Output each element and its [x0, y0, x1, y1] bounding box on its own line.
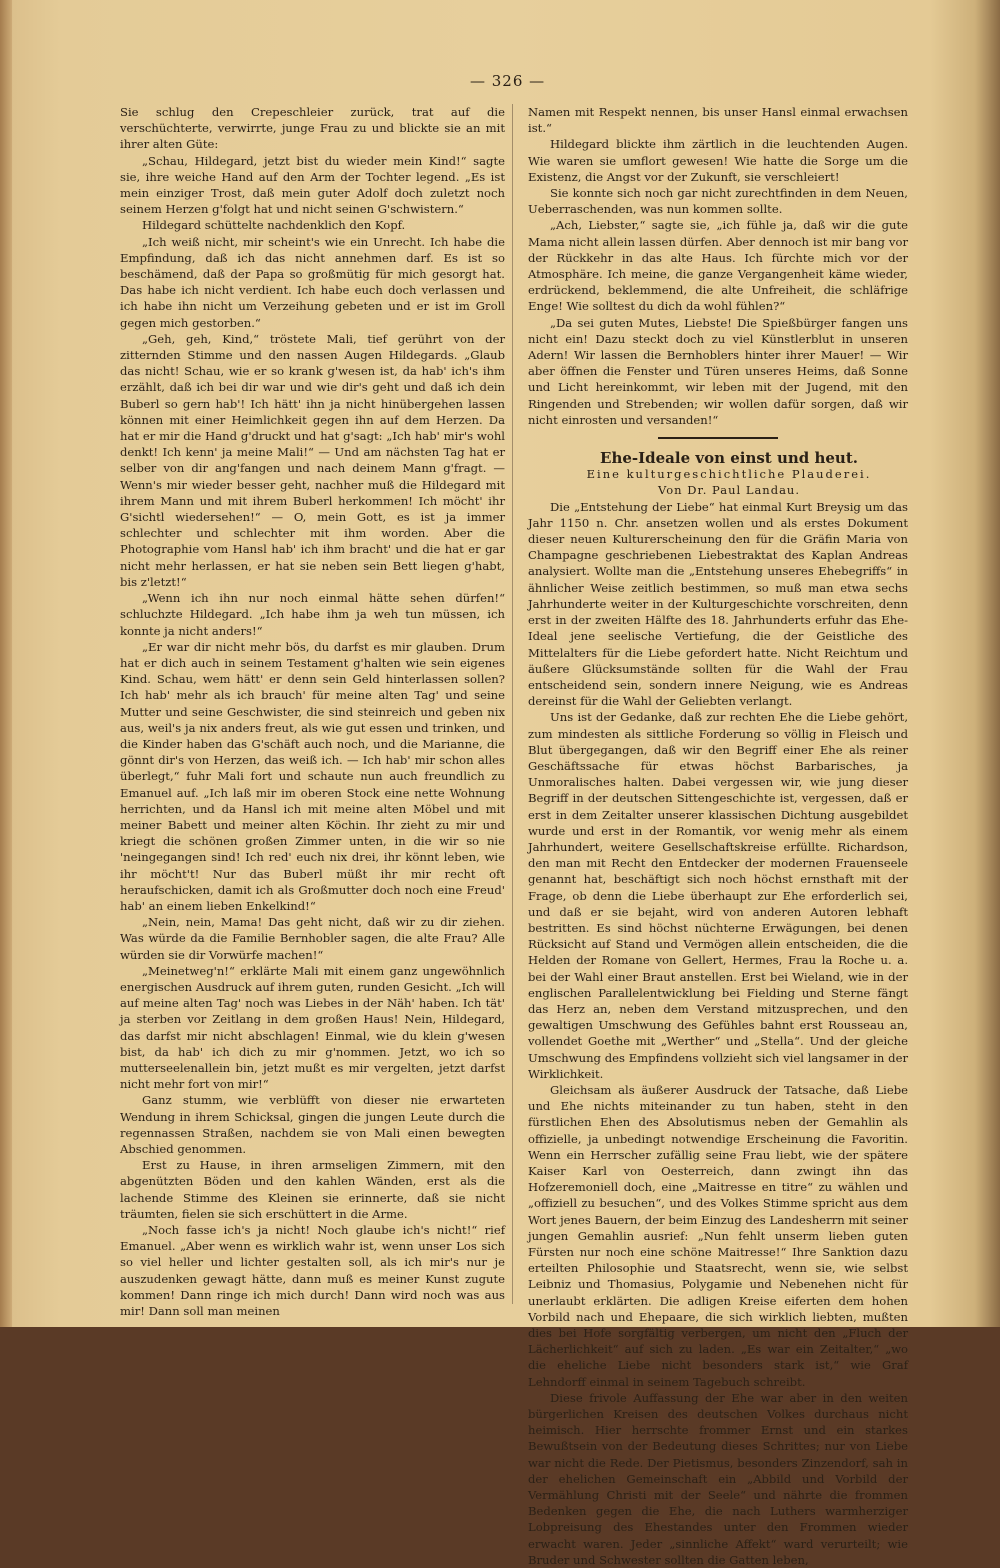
- article-title: Ehe-Ideale von einst und heut.: [600, 449, 858, 468]
- left-column: [120, 104, 505, 1319]
- article-subtitle: Eine kulturgeschichtliche Plauderei.: [586, 467, 872, 482]
- story-paragraph: Sie konnte sich noch gar nicht zurechtfinden in dem Neuen, Ueberraschenden, was nun kommen sollte.: [528, 186, 908, 217]
- column-divider: [512, 104, 513, 1304]
- story-paragraph: „Meinetweg'n!“ erklärte Mali mit einem ganz ungewöhnlich energischen Ausdruck auf ihrem guten, runden Gesicht. „Ich will auf meine alten Tag' noch was Liebes in der Näh' haben. Ich tät' ja sterben vor Zeitlang in dem großen Haus! Nein, Hildegard, das darfst mir nicht abschlagen! Einmal, wie du klein g'wesen bist, da hab' ich dich zu mir g'nommen. Jetzt, wo ich so mutterseelenallein bin, jetzt mußt es mir vergelten, jetzt darfst nicht mehr fort von mir!“: [120, 963, 505, 1092]
- story-paragraph: „Wenn ich ihn nur noch einmal hätte sehen dürfen!“ schluchzte Hildegard. „Ich habe ihm ja weh tun müssen, ich konnte ja nicht anders!“: [120, 591, 505, 638]
- story-paragraph: „Noch fasse ich's ja nicht! Noch glaube ich's nicht!“ rief Emanuel. „Aber wenn es wirklich wahr ist, wenn unser Los sich so viel heller und lichter gestalten soll, als ich mir's nur je auszudenken gewagt hätte, dann muß es meiner Kunst zugute kommen! Dann ringe ich mich durch! Dann wird noch was aus mir! Dann soll man meinen: [120, 1223, 505, 1319]
- article-paragraph: Diese frivole Auffassung der Ehe war aber in den weiten bürgerlichen Kreisen des deutschen Volkes durchaus nicht heimisch. Hier herrschte frommer Ernst und ein starkes Bewußtsein von der Bedeutung dieses Schrittes; nur von Liebe war nicht die Rede. Der Pietismus, besonders Zinzendorf, sah in der ehelichen Gemeinschaft ein „Abbild und Vorbild der Vermählung Christi mit der Seele“ und nährte die frommen Bedenken gegen die Ehe, die nach Luthers warmherziger Lobpreisung des Ehestandes unter den Frommen wieder erwacht waren. Jeder „sinnliche Affekt“ ward verurteilt; wie Bruder und Schwester sollten die Gatten leben,: [528, 1390, 908, 1567]
- page-number: — 326 —: [470, 72, 546, 90]
- article-paragraph: Gleichsam als äußerer Ausdruck der Tatsache, daß Liebe und Ehe nichts miteinander zu tun haben, steht in den fürstlichen Ehen des Absolutismus neben der Gemahlin als offizielle, ja unbedingt notwendige Erscheinung die Favoritin. Wenn ein Herrscher zufällig seine Frau liebt, wie der spätere Kaiser Karl von Oesterreich, dann zwingt ihn das Hofzeremoniell doch, eine „Maitresse en titre“ zu wählen und „offiziell zu besuchen“, und des Volkes Stimme spricht aus dem Wort jenes Bauern, der beim Einzug des Landesherrn mit seiner jungen Gemahlin ausrief: „Nun fehlt unserm lieben guten Fürsten nur noch eine schöne Maitresse!“ Ihre Sanktion dazu erteilten Philosophie und Staatsrecht, wenn sie, wie selbst Leibniz und Thomasius, Polygamie und Nebenehen nicht für unerlaubt erklärten. Die adligen Kreise eiferten dem hohen Vorbild nach und Ehepaare, die sich wirklich liebten, mußten dies bei Hofe sorgfältig verbergen, um nicht den „Fluch der Lächerlichkeit“ auf sich zu laden. „Es war ein Zeitalter,“ „wo die eheliche Liebe nicht besonders stark ist,“ wie Graf Lehndorff einmal in seinem Tagebuch schreibt.: [528, 1082, 908, 1389]
- story-paragraph: „Ach, Liebster,“ sagte sie, „ich fühle ja, daß wir die gute Mama nicht allein lassen dürfen. Aber dennoch ist mir bang vor der Rückkehr in das alte Haus. Ich fürchte mich vor der Atmosphäre. Ich meine, die ganze Vergangenheit käme wieder, erdrückend, beklemmend, die alte Unfreiheit, die schläfrige Enge! Wie solltest du dich da wohl fühlen?“: [528, 218, 908, 314]
- story-paragraph: „Er war dir nicht mehr bös, du darfst es mir glauben. Drum hat er dich auch in seinem Testament g'halten wie sein eigenes Kind. Schau, wem hätt' er denn sein Geld hinterlassen sollen? Ich hab' mehr als ich brauch' für meine alten Tag' und seine Mutter und seine Geschwister, die sind steinreich und geben nix aus, weil's ja nix anders freut, als wie gut essen und trinken, und die Kinder haben das G'schäft auch noch, und die Marianne, die gönnt dir's von Herzen, das weiß ich. — Ich hab' mir schon alles überlegt,“ fuhr Mali fort und schaute nun auch freundlich zu Emanuel auf. „Ich laß mir im oberen Stock eine nette Wohnung herrichten, und da Hansl ich mit meine alten Möbel und mit meiner Babett und meiner alten Köchin. Ihr zieht zu mir und kriegt die schönen großen Zimmer unten, in die wir so nie 'neingegangen sind! Ich red' euch nix drei, ihr könnt leben, wie ihr möcht't! Nur das Buberl müßt ihr mir recht oft heraufschicken, damit ich als Großmutter doch noch eine Freud' hab' an einem lieben Enkelkind!“: [120, 639, 505, 913]
- story-paragraph: „Ich weiß nicht, mir scheint's wie ein Unrecht. Ich habe die Empfindung, daß ich das nicht annehmen darf. Es ist so beschämend, daß der Papa so großmütig für mich gesorgt hat. Das habe ich nicht verdient. Ich habe euch doch verlassen und ich habe ihn nicht um Verzeihung gebeten und er ist im Groll gegen mich gestorben.“: [120, 234, 505, 330]
- right-column: [528, 104, 908, 1568]
- story-paragraph: „Da sei guten Mutes, Liebste! Die Spießbürger fangen uns nicht ein! Dazu steckt doch zu viel Künstlerblut in unseren Adern! Wir lassen die Bernhoblers hinter ihrer Mauer! — Wir aber öffnen die Fenster und Türen unseres Heims, daß Sonne und Licht hereinkommt, wir leben mit der Jugend, mit den Ringenden und Strebenden; wir wollen dafür sorgen, daß wir nicht einrosten und versanden!“: [528, 315, 908, 427]
- story-paragraph: Sie schlug den Crepeschleier zurück, trat auf die verschüchterte, verwirrte, junge Frau zu und blickte sie an mit ihrer alten Güte:: [120, 105, 505, 152]
- story-paragraph: „Nein, nein, Mama! Das geht nicht, daß wir zu dir ziehen. Was würde da die Familie Bernhobler sagen, die alte Frau? Alle würden sie dir Vorwürfe machen!“: [120, 915, 505, 962]
- story-paragraph: Hildegard blickte ihm zärtlich in die leuchtenden Augen. Wie waren sie umflort gewesen! Wie hatte die Sorge um die Existenz, die Angst vor der Zukunft, sie verschleiert!: [528, 137, 908, 184]
- article-paragraph: Die „Entstehung der Liebe“ hat einmal Kurt Breysig um das Jahr 1150 n. Chr. ansetzen wollen und als erstes Dokument dieser neuen Kulturerscheinung den für die Gräfin Maria von Champagne geschriebenen Liebestraktat des Kaplan Andreas analysiert. Wollte man die „Entstehung unseres Ehebegriffs“ in ähnlicher Weise zeitlich bestimmen, so muß man etwa sechs Jahrhunderte weiter in der Kulturgeschichte vorschreiten, denn erst in der zweiten Hälfte des 18. Jahrhunderts erfuhr das Ehe-Ideal jene seelische Vertiefung, die der Geistliche des Mittelalters für die Liebe gefordert hatte. Nicht Reichtum und äußere Glücksumstände sollten für die Wahl der Frau entscheidend sein, sondern innere Neigung, wie es Andreas dereinst für die Wahl der Geliebten verlangt.: [528, 499, 908, 709]
- story-paragraph: Hildegard schüttelte nachdenklich den Kopf.: [142, 218, 406, 233]
- section-rule: [658, 437, 778, 439]
- story-paragraph: Erst zu Hause, in ihren armseligen Zimmern, mit den abgenützten Böden und den kahlen Wänden, erst als die lachende Stimme des Kleinen sie erinnerte, daß sie nicht träumten, fielen sie sich erschüttert in die Arme.: [120, 1158, 505, 1221]
- page-binding-edge: [0, 0, 12, 1327]
- story-paragraph: „Schau, Hildegard, jetzt bist du wieder mein Kind!“ sagte sie, ihre weiche Hand auf den Arm der Tochter legend. „Es ist mein einziger Trost, daß mein guter Adolf doch zuletzt noch seinem Herzen g'folgt hat und nicht seinen G'schwistern.“: [120, 153, 505, 217]
- story-paragraph: Namen mit Respekt nennen, bis unser Hansl einmal erwachsen ist.“: [528, 105, 908, 136]
- story-paragraph: Ganz stumm, wie verblüfft von dieser nie erwarteten Wendung in ihrem Schicksal, gingen die jungen Leute durch die regennassen Straßen, nachdem sie von Mali einen bewegten Abschied genommen.: [120, 1093, 505, 1156]
- story-paragraph: „Geh, geh, Kind,“ tröstete Mali, tief gerührt von der zitternden Stimme und den nassen Augen Hildegards. „Glaub das nicht! Schau, wie er so krank g'wesen ist, da hab' ich's ihm erzählt, daß ich bei dir war und wie dir's geht und daß ich dein Buberl so gern hab'! Ich hätt' ihn ja nicht hinübergehen lassen können mit einer Heimlichkeit gegen ihn auf dem Herzen. Da hat er mir die Hand g'druckt und hat g'sagt: „Ich hab' mir's wohl denkt! Ich kenn' ja meine Mali!“ — Und am nächsten Tag hat er selber von dir ang'fangen und nach deinem Mann g'fragt. — Wenn's mir wieder besser geht, nachher muß die Hildegard mit ihrem Mann und mit ihrem Buberl herkommen! Ich möcht' ihr G'sichtl wiedersehen!“ — O, mein Gott, es ist ja immer schlechter und schlechter mit ihm worden. Aber die Photographie vom Hansl hab' ich ihm bracht' und die hat er gar nicht mehr herlassen, er hat sie neben sein Bett liegen g'habt, bis z'letzt!“: [120, 331, 505, 589]
- article-author: Von Dr. Paul Landau.: [658, 483, 800, 498]
- article-paragraph: Uns ist der Gedanke, daß zur rechten Ehe die Liebe gehört, zum mindesten als sittliche Forderung so völlig in Fleisch und Blut übergegangen, daß wir den Begriff einer Ehe als reiner Geschäftssache für etwas höchst Barbarisches, ja Unmoralisches halten. Dabei vergessen wir, wie jung dieser Begriff in der deutschen Sittengeschichte ist, vergessen, daß er erst in dem Zeitalter unserer klassischen Dichtung ausgebildet wurde und erst in der Romantik, vor wenig mehr als einem Jahrhundert, weitere Gesellschaftskreise erfüllte. Richardson, den man mit Recht den Entdecker der modernen Frauenseele genannt hat, beschäftigt sich noch höchst ernsthaft mit der Frage, ob denn die Liebe überhaupt zur Ehe erforderlich sei, und daß er sie bejaht, wird von anderen Autoren lebhaft bestritten. Es sind höchst nüchterne Erwägungen, bei denen Rücksicht auf Stand und Vermögen allein entscheiden, die die Helden der Romane von Gellert, Hermes, Frau la Roche u. a. bei der Wahl einer Braut anstellen. Erst bei Wieland, wie in der englischen Parallelentwicklung bei Fielding und Sterne fängt das Herz an, neben dem Verstand mitzusprechen, und den gewaltigen Umschwung des Gefühles bahnt erst Rousseau an, vollendet Goethe mit „Werther“ und „Stella“. Und der gleiche Umschwung des Empfindens vollzieht sich viel langsamer in der Wirklichkeit.: [528, 710, 908, 1081]
